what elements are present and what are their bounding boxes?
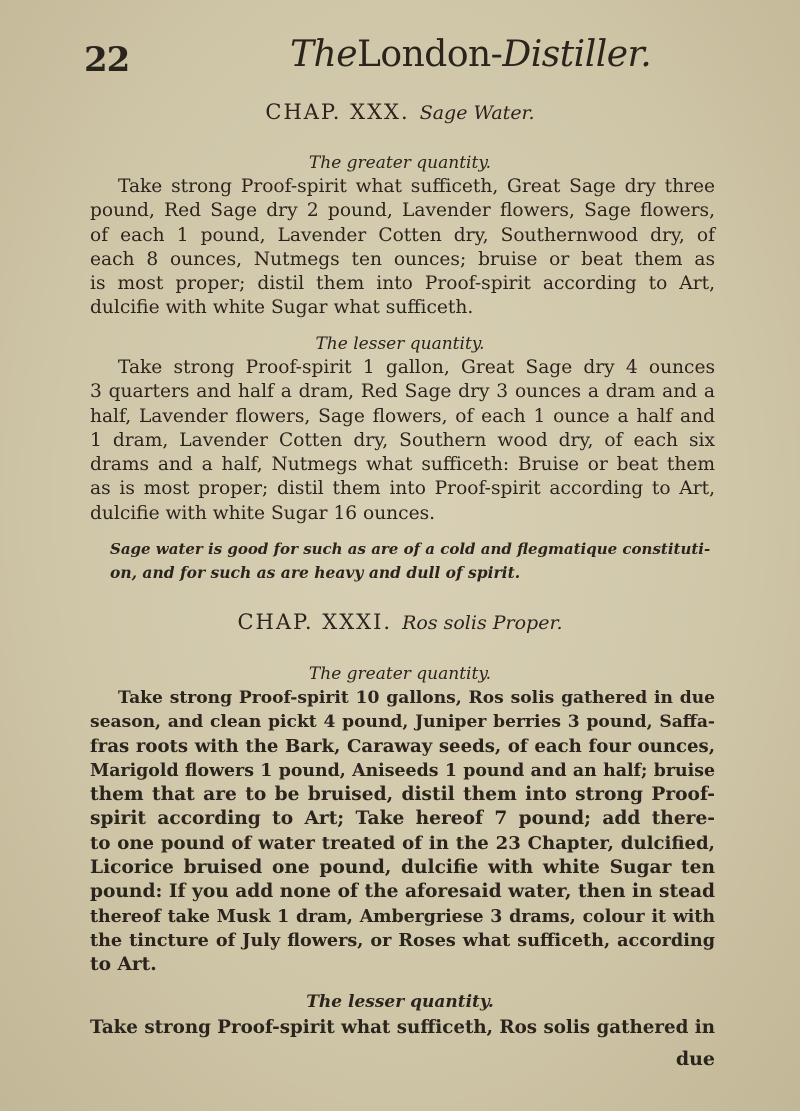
chapter-30-name: Sage Water.: [419, 102, 535, 124]
chapter-30-greater-paragraph: [90, 175, 715, 321]
paragraph-line: 3 quarters and half a dram, Red Sage dry 3 ounces a dram and a: [90, 381, 715, 403]
paragraph-line: Take strong Proof-spirit what sufficeth, Great Sage dry three: [118, 176, 715, 197]
paragraph-line: to one pound of water treated of in the 23 Chapter, dulcified,: [90, 832, 715, 854]
paragraph-line: spirit according to Art; Take hereof 7 pound; add there-: [90, 808, 715, 830]
paragraph-line: is most proper; distil them into Proof-spirit according to Art,: [90, 273, 715, 295]
paragraph-line: each 8 ounces, Nutmegs ten ounces; bruise or beat them as: [90, 248, 715, 270]
chapter-30-greater-heading: The greater quantity.: [308, 153, 492, 173]
paragraph-line: thereof take Musk 1 dram, Ambergriese 3 drams, colour it with: [90, 906, 715, 927]
paragraph-line: fras roots with the Bark, Caraway seeds, of each four ounces,: [90, 735, 715, 757]
running-head: [80, 26, 720, 80]
paragraph-line: Take strong Proof-spirit what sufficeth, Ros solis gathered in: [90, 1017, 715, 1038]
chapter-30-heading: [0, 100, 800, 124]
paragraph-line: dulcifie with white Sugar 16 ounces.: [90, 502, 436, 524]
chapter-30-lesser-paragraph: [90, 356, 715, 526]
paragraph-line: half, Lavender flowers, Sage flowers, of each 1 ounce a half and: [90, 405, 715, 427]
running-title-the: The: [290, 34, 358, 75]
paragraph-line: to Art.: [90, 954, 157, 976]
chapter-31-lesser-paragraph: [90, 1016, 715, 1040]
paragraph-line: of each 1 pound, Lavender Cotten dry, Southernwood dry, of: [90, 224, 715, 246]
paragraph-line: drams and a half, Nutmegs what sufficeth: Bruise or beat them: [90, 454, 715, 476]
chapter-31-name: Ros solis Proper.: [402, 612, 563, 634]
paragraph-line: as is most proper; distil them into Proof-spirit according to Art,: [90, 478, 715, 500]
paragraph-line: 1 dram, Lavender Cotten dry, Southern wood dry, of each six: [90, 429, 715, 451]
chapter-30-lesser-heading: The lesser quantity.: [315, 334, 485, 354]
chapter-31-heading: [0, 610, 800, 634]
paragraph-line: dulcifie with white Sugar what sufficeth.: [90, 297, 474, 319]
paragraph-line: Take strong Proof-spirit 1 gallon, Great Sage dry 4 ounces: [118, 357, 715, 378]
running-title-london: London-: [357, 34, 503, 75]
paragraph-line: pound, Red Sage dry 2 pound, Lavender flowers, Sage flowers,: [90, 200, 715, 222]
chapter-31-greater-paragraph: [90, 686, 715, 978]
paragraph-line: them that are to be bruised, distil them into strong Proof-: [90, 784, 715, 806]
note-line: on, and for such as are heavy and dull of spirit.: [110, 563, 521, 582]
note-line: Sage water is good for such as are of a cold and flegmatique constituti-: [110, 540, 711, 558]
chapter-31-greater-heading: The greater quantity.: [308, 664, 492, 684]
chapter-31-lesser-heading: The lesser quantity.: [306, 992, 494, 1012]
paragraph-line: the tincture of July flowers, or Roses what sufficeth, according: [90, 929, 715, 951]
page-number: 22: [84, 40, 130, 80]
paragraph-line: Take strong Proof-spirit 10 gallons, Ros solis gathered in due: [118, 688, 715, 708]
paragraph-line: season, and clean pickt 4 pound, Juniper berries 3 pound, Saffa-: [90, 712, 715, 733]
chapter-31-number: CHAP. XXXI.: [237, 610, 393, 634]
chapter-30-note: [110, 537, 715, 585]
paragraph-line: pound: If you add none of the aforesaid water, then in stead: [90, 881, 715, 903]
catchword: due: [675, 1048, 715, 1070]
running-title-distiller: Distiller.: [502, 34, 652, 75]
paragraph-line: Marigold flowers 1 pound, Aniseeds 1 pound and an half; bruise: [90, 760, 715, 781]
paragraph-line: Licorice bruised one pound, dulcifie with white Sugar ten: [90, 857, 715, 879]
running-title: [290, 34, 651, 75]
chapter-30-number: CHAP. XXX.: [265, 100, 410, 124]
